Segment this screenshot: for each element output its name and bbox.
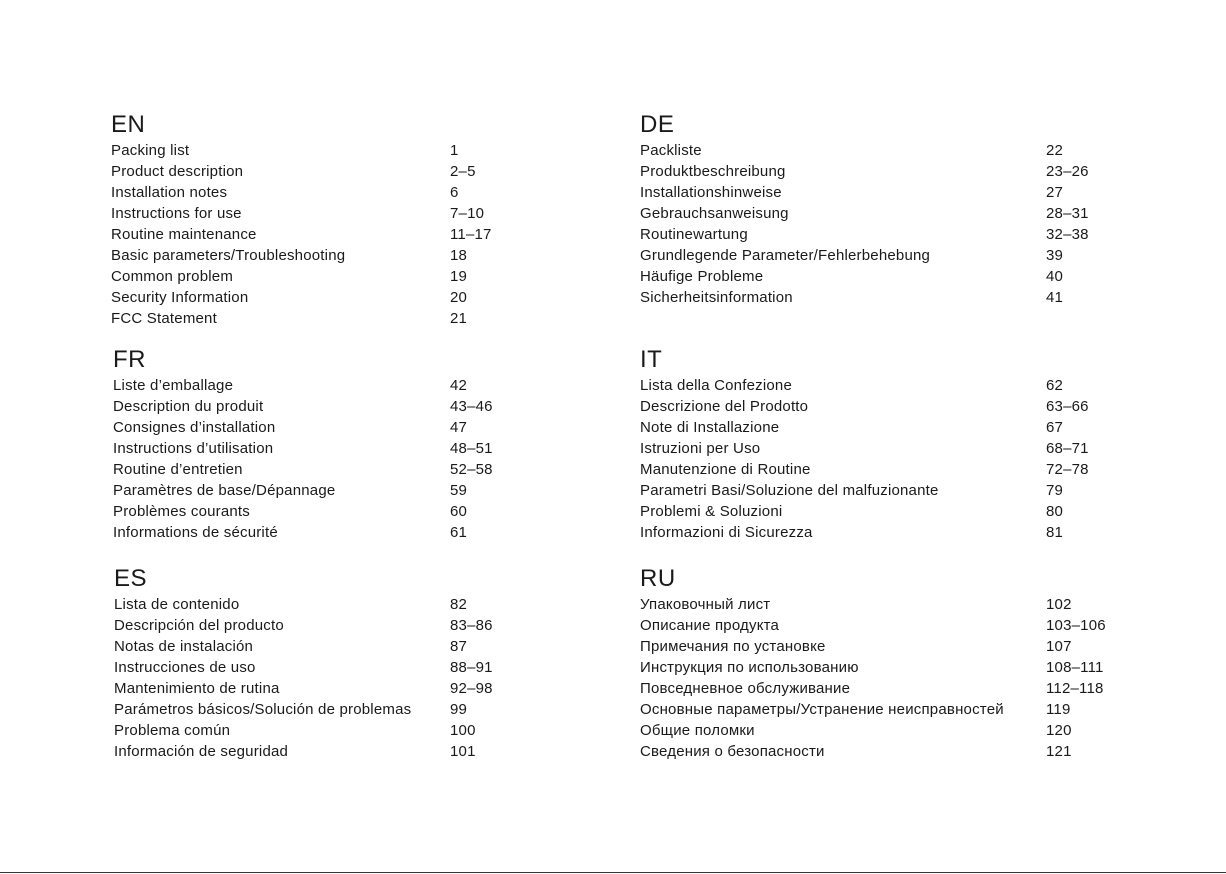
toc-entry-page: 100 xyxy=(450,722,476,739)
toc-section-en xyxy=(111,112,611,329)
toc-entry[interactable] xyxy=(640,699,1140,720)
toc-entry-title: Routine d’entretien xyxy=(113,461,243,478)
toc-entry[interactable] xyxy=(114,657,614,678)
toc-entry-page: 2–5 xyxy=(450,163,476,180)
toc-entry-page: 72–78 xyxy=(1046,461,1089,478)
toc-entry-page: 28–31 xyxy=(1046,205,1089,222)
language-heading-ru: RU xyxy=(640,565,676,592)
toc-entry-page: 68–71 xyxy=(1046,440,1089,457)
toc-entry-title: Gebrauchsanweisung xyxy=(640,205,789,222)
toc-entry-page: 102 xyxy=(1046,596,1072,613)
toc-entry[interactable] xyxy=(113,459,613,480)
toc-entry-page: 99 xyxy=(450,701,468,718)
toc-entry-title: Packing list xyxy=(111,142,190,159)
toc-entry[interactable] xyxy=(640,182,1140,203)
toc-entry-page: 43–46 xyxy=(450,398,493,415)
toc-entry-page: 108–111 xyxy=(1046,659,1104,676)
toc-entry-page: 41 xyxy=(1046,289,1064,306)
toc-entry-title: Security Information xyxy=(111,289,249,306)
toc-entry[interactable] xyxy=(111,287,611,308)
toc-entry-page: 79 xyxy=(1046,482,1064,499)
toc-entry-title: Descrizione del Prodotto xyxy=(640,398,809,415)
toc-entry-page: 48–51 xyxy=(450,440,493,457)
toc-entry[interactable] xyxy=(113,480,613,501)
toc-entry-page: 101 xyxy=(450,743,476,760)
toc-entry[interactable] xyxy=(113,522,613,543)
toc-entry-title: Повседневное обслуживание xyxy=(640,680,851,697)
toc-entry-page: 20 xyxy=(450,289,468,306)
toc-entry-title: Packliste xyxy=(640,142,702,159)
toc-entry-title: Informations de sécurité xyxy=(113,524,278,541)
toc-entry-page: 62 xyxy=(1046,377,1064,394)
toc-entry-page: 40 xyxy=(1046,268,1064,285)
toc-section-de xyxy=(640,112,1140,308)
toc-entry-title: Liste d’emballage xyxy=(113,377,234,394)
toc-entry[interactable] xyxy=(640,203,1140,224)
toc-entry-title: Problema común xyxy=(114,722,231,739)
toc-entry-title: Parametri Basi/Soluzione del malfuzionante xyxy=(640,482,939,499)
toc-entry[interactable] xyxy=(640,741,1140,762)
toc-entry-title: Instrucciones de uso xyxy=(114,659,256,676)
toc-entry-page: 82 xyxy=(450,596,468,613)
toc-entry[interactable] xyxy=(640,417,1140,438)
toc-entry-page: 32–38 xyxy=(1046,226,1089,243)
toc-entry-page: 1 xyxy=(450,142,459,159)
toc-entry-title: Paramètres de base/Dépannage xyxy=(113,482,336,499)
toc-entry[interactable] xyxy=(640,678,1140,699)
toc-entry[interactable] xyxy=(111,245,611,266)
toc-entry-title: Routine maintenance xyxy=(111,226,257,243)
toc-entry-title: Общие поломки xyxy=(640,722,755,739)
language-heading-es: ES xyxy=(114,565,148,592)
toc-entry-title: FCC Statement xyxy=(111,310,217,327)
toc-entry-title: Información de seguridad xyxy=(114,743,289,760)
toc-entry[interactable] xyxy=(640,161,1140,182)
toc-entry-title: Instructions for use xyxy=(111,205,242,222)
toc-entry-title: Description du produit xyxy=(113,398,264,415)
toc-entry-title: Note di Installazione xyxy=(640,419,780,436)
toc-entry[interactable] xyxy=(113,417,613,438)
toc-entry[interactable] xyxy=(640,396,1140,417)
language-heading-de: DE xyxy=(640,111,675,138)
toc-entry-title: Installation notes xyxy=(111,184,228,201)
toc-entry-page: 18 xyxy=(450,247,468,264)
toc-section-ru xyxy=(640,566,1140,762)
toc-entry-title: Manutenzione di Routine xyxy=(640,461,811,478)
toc-entry[interactable] xyxy=(640,224,1140,245)
toc-entry[interactable] xyxy=(111,140,611,161)
toc-entry[interactable] xyxy=(111,182,611,203)
toc-entry[interactable] xyxy=(113,375,613,396)
toc-entry[interactable] xyxy=(640,720,1140,741)
toc-entry[interactable] xyxy=(114,615,614,636)
toc-entry[interactable] xyxy=(111,161,611,182)
toc-entry-title: Istruzioni per Uso xyxy=(640,440,761,457)
toc-entry-title: Instructions d’utilisation xyxy=(113,440,274,457)
toc-entry[interactable] xyxy=(640,459,1140,480)
toc-entry-title: Grundlegende Parameter/Fehlerbehebung xyxy=(640,247,931,264)
toc-entry-page: 23–26 xyxy=(1046,163,1089,180)
toc-entry[interactable] xyxy=(640,375,1140,396)
toc-entry[interactable] xyxy=(640,438,1140,459)
toc-entry[interactable] xyxy=(111,308,611,329)
toc-entry-title: Сведения о безопасности xyxy=(640,743,825,760)
toc-entry-title: Sicherheitsinformation xyxy=(640,289,793,306)
toc-entry-page: 121 xyxy=(1046,743,1072,760)
toc-entry[interactable] xyxy=(640,594,1140,615)
toc-entry-page: 63–66 xyxy=(1046,398,1089,415)
toc-entry[interactable] xyxy=(114,699,614,720)
toc-entry[interactable] xyxy=(640,266,1140,287)
toc-entry-page: 87 xyxy=(450,638,468,655)
toc-entry-title: Product description xyxy=(111,163,244,180)
toc-entry-title: Parámetros básicos/Solución de problemas xyxy=(114,701,412,718)
toc-entry-page: 60 xyxy=(450,503,468,520)
toc-entry-title: Lista de contenido xyxy=(114,596,240,613)
toc-entry-title: Basic parameters/Troubleshooting xyxy=(111,247,346,264)
toc-entry[interactable] xyxy=(114,678,614,699)
language-heading-en: EN xyxy=(111,111,146,138)
toc-entry-title: Installationshinweise xyxy=(640,184,782,201)
toc-entry-page: 112–118 xyxy=(1046,680,1104,697)
toc-entry[interactable] xyxy=(114,636,614,657)
language-heading-it: IT xyxy=(640,346,663,373)
toc-entry-page: 21 xyxy=(450,310,468,327)
toc-entry[interactable] xyxy=(114,741,614,762)
toc-entry-title: Routinewartung xyxy=(640,226,748,243)
toc-entry-page: 27 xyxy=(1046,184,1064,201)
toc-entry[interactable] xyxy=(640,140,1140,161)
toc-entry-page: 92–98 xyxy=(450,680,493,697)
toc-entry-page: 7–10 xyxy=(450,205,485,222)
toc-entry-page: 67 xyxy=(1046,419,1064,436)
toc-entry-title: Notas de instalación xyxy=(114,638,254,655)
toc-entry-page: 88–91 xyxy=(450,659,493,676)
toc-entry-page: 107 xyxy=(1046,638,1072,655)
toc-entry-page: 83–86 xyxy=(450,617,493,634)
toc-entry-page: 80 xyxy=(1046,503,1064,520)
toc-section-es xyxy=(114,566,614,762)
toc-entry[interactable] xyxy=(640,615,1140,636)
toc-entry-page: 6 xyxy=(450,184,459,201)
toc-entry[interactable] xyxy=(114,594,614,615)
toc-entry-page: 52–58 xyxy=(450,461,493,478)
toc-entry-title: Problemi & Soluzioni xyxy=(640,503,783,520)
toc-entry[interactable] xyxy=(111,266,611,287)
toc-entry[interactable] xyxy=(640,636,1140,657)
toc-entry-page: 81 xyxy=(1046,524,1064,541)
toc-entry[interactable] xyxy=(640,501,1140,522)
toc-entry-page: 39 xyxy=(1046,247,1064,264)
toc-entry-title: Consignes d’installation xyxy=(113,419,276,436)
toc-entry[interactable] xyxy=(113,438,613,459)
language-heading-fr: FR xyxy=(113,346,146,373)
toc-entry[interactable] xyxy=(640,480,1140,501)
toc-entry[interactable] xyxy=(640,522,1140,543)
toc-entry-title: Упаковочный лист xyxy=(640,596,771,613)
toc-entry-title: Mantenimiento de rutina xyxy=(114,680,280,697)
toc-entry-title: Problèmes courants xyxy=(113,503,250,520)
toc-entry-title: Descripción del producto xyxy=(114,617,284,634)
toc-entry-title: Примечания по установке xyxy=(640,638,826,655)
toc-entry-title: Informazioni di Sicurezza xyxy=(640,524,813,541)
toc-entry-title: Produktbeschreibung xyxy=(640,163,786,180)
toc-entry-title: Common problem xyxy=(111,268,234,285)
toc-entry-title: Основные параметры/Устранение неисправностей xyxy=(640,701,1004,718)
toc-entry[interactable] xyxy=(640,287,1140,308)
toc-entry[interactable] xyxy=(113,501,613,522)
toc-entry-page: 119 xyxy=(1046,701,1071,718)
toc-entry[interactable] xyxy=(640,657,1140,678)
toc-entry-title: Häufige Probleme xyxy=(640,268,764,285)
toc-section-fr xyxy=(113,347,613,543)
toc-entry-page: 120 xyxy=(1046,722,1072,739)
toc-entry[interactable] xyxy=(114,720,614,741)
toc-entry-title: Инструкция по использованию xyxy=(640,659,859,676)
toc-entry-page: 11–17 xyxy=(450,226,492,243)
toc-entry-page: 59 xyxy=(450,482,468,499)
toc-entry[interactable] xyxy=(111,224,611,245)
toc-entry-page: 42 xyxy=(450,377,468,394)
toc-entry-title: Описание продукта xyxy=(640,617,780,634)
page-bottom-rule xyxy=(0,872,1226,873)
toc-entry-page: 22 xyxy=(1046,142,1064,159)
toc-entry-page: 61 xyxy=(450,524,468,541)
toc-entry-page: 103–106 xyxy=(1046,617,1106,634)
toc-entry[interactable] xyxy=(111,203,611,224)
toc-entry-page: 47 xyxy=(450,419,468,436)
toc-section-it xyxy=(640,347,1140,543)
toc-entry-title: Lista della Confezione xyxy=(640,377,792,394)
toc-entry[interactable] xyxy=(640,245,1140,266)
toc-entry-page: 19 xyxy=(450,268,468,285)
toc-entry[interactable] xyxy=(113,396,613,417)
